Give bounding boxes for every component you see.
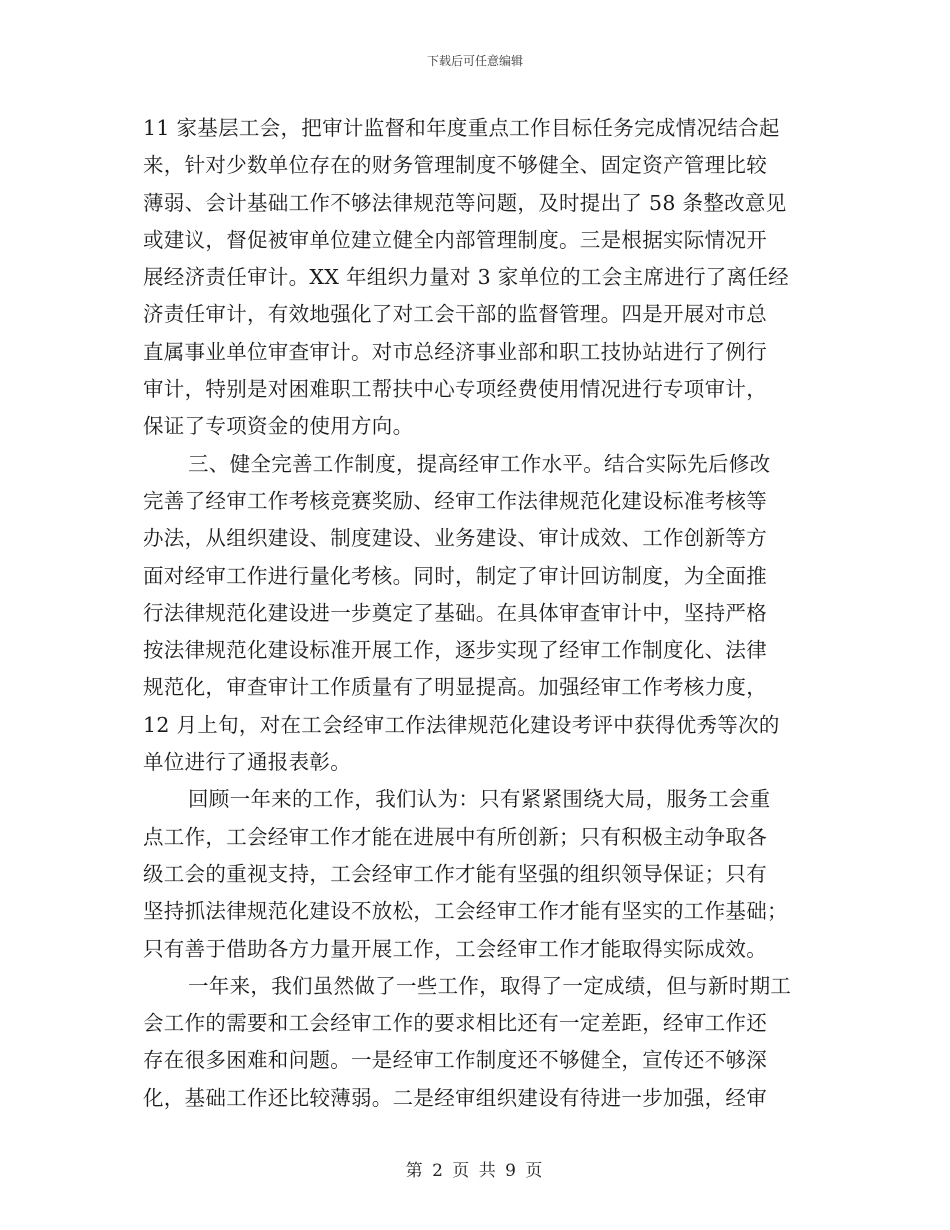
text-line: 行法律规范化建设进一步奠定了基础。在具体审查审计中，坚持严格 bbox=[143, 600, 767, 625]
text-line: 级工会的重视支持，工会经审工作才能有坚强的组织领导保证；只有 bbox=[143, 861, 767, 886]
paragraph-first-line: 回顾一年来的工作，我们认为：只有紧紧围绕大局，服务工会重 bbox=[188, 787, 771, 812]
text-line: 面对经审工作进行量化考核。同时，制定了审计回访制度，为全面推 bbox=[143, 563, 767, 588]
text-line: 点工作，工会经审工作才能在进展中有所创新；只有积极主动争取各 bbox=[143, 824, 767, 849]
text-line: 只有善于借助各方力量开展工作，工会经审工作才能取得实际成效。 bbox=[143, 936, 767, 961]
text-line: 化，基础工作还比较薄弱。二是经审组织建设有待进一步加强，经审 bbox=[143, 1085, 767, 1110]
document-body bbox=[143, 110, 809, 1117]
text-line: 办法，从组织建设、制度建设、业务建设、审计成效、工作创新等方 bbox=[143, 526, 767, 551]
text-line: 11 家基层工会，把审计监督和年度重点工作目标任务完成情况结合起 bbox=[143, 116, 780, 140]
text-line: 12 月上旬，对在工会经审工作法律规范化建设考评中获得优秀等次的 bbox=[143, 712, 780, 737]
text-line: 完善了经审工作考核竞赛奖励、经审工作法律规范化建设标准考核等 bbox=[143, 488, 767, 513]
paragraph-first-line: 一年来，我们虽然做了一些工作，取得了一定成绩，但与新时期工 bbox=[188, 973, 792, 998]
text-line: 保证了专项资金的使用方向。 bbox=[143, 414, 414, 439]
text-line: 按法律规范化建设标准开展工作，逐步实现了经审工作制度化、法律 bbox=[143, 638, 767, 663]
text-line: 单位进行了通报表彰。 bbox=[143, 750, 351, 775]
text-line: 规范化，审查审计工作质量有了明显提高。加强经审工作考核力度， bbox=[143, 675, 767, 700]
text-line: 存在很多困难和问题。一是经审工作制度还不够健全，宣传还不够深 bbox=[143, 1048, 767, 1073]
text-line: 或建议，督促被审单位建立健全内部管理制度。三是根据实际情况开 bbox=[143, 227, 767, 252]
text-line: 来，针对少数单位存在的财务管理制度不够健全、固定资产管理比较 bbox=[143, 153, 767, 178]
text-line: 薄弱、会计基础工作不够法律规范等问题，及时提出了 58 条整改意见 bbox=[143, 190, 787, 215]
text-line: 会工作的需要和工会经审工作的要求相比还有一定差距，经审工作还 bbox=[143, 1011, 767, 1036]
page-header: 下载后可任意编辑 bbox=[426, 54, 523, 68]
text-line: 展经济责任审计。XX 年组织力量对 3 家单位的工会主席进行了离任经 bbox=[143, 265, 789, 290]
paragraph-first-line: 三、健全完善工作制度，提高经审工作水平。结合实际先后修改 bbox=[188, 451, 771, 476]
text-line: 审计，特别是对困难职工帮扶中心专项经费使用情况进行专项审计， bbox=[143, 377, 767, 402]
text-line: 坚持抓法律规范化建设不放松，工会经审工作才能有坚实的工作基础； bbox=[143, 899, 788, 924]
page-number: 第 2 页 共 9 页 bbox=[405, 1161, 545, 1181]
text-line: 济责任审计，有效地强化了对工会干部的监督管理。四是开展对市总 bbox=[143, 302, 767, 327]
text-line: 直属事业单位审查审计。对市总经济事业部和职工技协站进行了例行 bbox=[143, 339, 767, 364]
